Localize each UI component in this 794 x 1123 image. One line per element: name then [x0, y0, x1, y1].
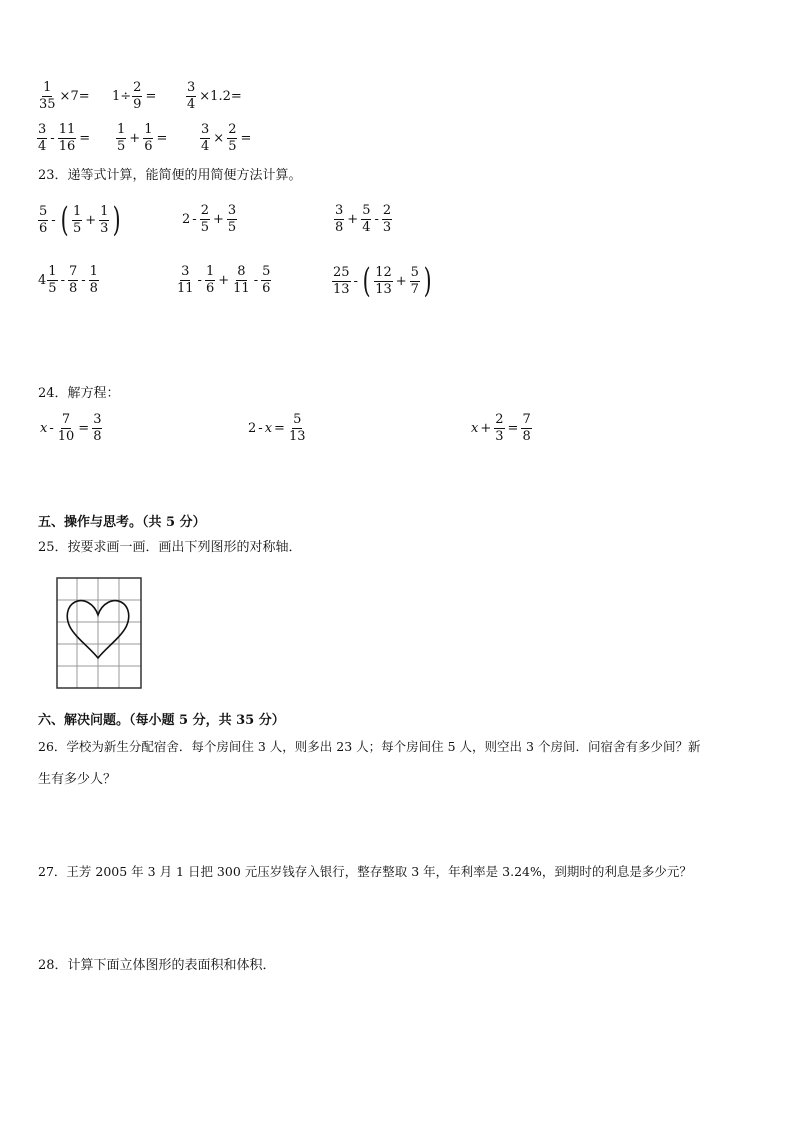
fraction: $\frac{3}{8}$	[93, 412, 102, 444]
section-5-heading: 五、操作与思考。（共 5 分）	[38, 515, 206, 530]
equation-24-2: 2 - x = $\frac{5}{13}$	[248, 412, 306, 444]
fraction: $\frac{1}{3}$	[100, 203, 109, 236]
question-24-title: 24．解方程：	[38, 386, 120, 401]
expr-23-4: 4 1 5 - 7 8 - 1 8	[38, 264, 98, 296]
expr-22-r1c: $\frac{3}{4}$ ×1.2=	[187, 80, 242, 112]
fraction: $\frac{5}{4}$	[362, 203, 371, 235]
expr-22-r2c: $\frac{3}{4}$ × $\frac{2}{5}$ =	[201, 122, 252, 154]
expr-23-1: 5 6 - ( 1 5 + $\frac{1}{3}$ )	[39, 200, 122, 240]
fraction: 3 11	[177, 264, 194, 296]
fraction: $\frac{7}{10}$	[57, 412, 75, 444]
fraction: $\frac{5}{7}$	[410, 264, 419, 297]
fraction: $\frac{1}{6}$	[144, 122, 153, 154]
fraction: 2 5	[200, 203, 209, 235]
fraction: 3 4	[38, 122, 47, 154]
fraction: 1 6	[205, 264, 215, 296]
fraction: $\frac{2}{3}$	[495, 412, 504, 444]
fraction: 1 8	[89, 264, 98, 296]
fraction: 5 6	[262, 264, 271, 296]
fraction: 5 6	[39, 203, 48, 236]
fraction: $\frac{5}{13}$	[288, 412, 306, 444]
fraction: 7 8	[68, 264, 78, 296]
question-28-text: 28．计算下面立体图形的表面积和体积．	[38, 958, 276, 973]
section-6-heading: 六、解决问题。（每小题 5 分，共 35 分）	[38, 713, 285, 728]
question-25-text: 25．按要求画一画．画出下列图形的对称轴．	[38, 540, 302, 555]
fraction: 2 3	[382, 203, 392, 235]
expr-23-2: 2 - 2 5 + $\frac{3}{5}$	[182, 203, 237, 235]
fraction: 1 5	[48, 264, 57, 296]
expr-23-6: 25 13 - ( 12 13 + $\frac{5}{7}$ )	[333, 261, 432, 301]
fraction: $\frac{3}{4}$	[187, 80, 196, 112]
fraction: $\frac{3}{4}$	[201, 122, 210, 154]
heart-grid-figure	[56, 577, 142, 689]
question-26-line-2: 生有多少人？	[38, 772, 117, 787]
fraction: $\frac{2}{5}$	[228, 122, 237, 154]
fraction: 1 5	[72, 203, 82, 236]
expr-22-r1b: 1÷ $\frac{2}{9}$ =	[112, 80, 157, 112]
expr-22-r2a: 3 4 - $\frac{11}{16}$ =	[38, 122, 91, 154]
fraction: $\frac{7}{8}$	[522, 412, 531, 444]
expr-22-r2b: 1 5 + $\frac{1}{6}$ =	[117, 122, 168, 154]
question-26-line-1: 26．学校为新生分配宿舍．每个房间住 3 人，则多出 23 人；每个房间住 5 人，则空出 3 个房间．问宿舍有多少间？新	[38, 739, 701, 754]
fraction: 12 13	[375, 264, 392, 297]
fraction: 3 8	[335, 203, 344, 235]
fraction: $\frac{11}{16}$	[58, 122, 76, 154]
fraction: 25 13	[333, 264, 350, 297]
expr-22-r1a: $\frac{1}{35}$ ×7=	[39, 80, 90, 112]
equation-24-1: x - $\frac{7}{10}$ = $\frac{3}{8}$	[40, 412, 102, 444]
fraction: 1 5	[117, 122, 126, 154]
question-23-title: 23．递等式计算，能简便的用简便方法计算。	[38, 168, 302, 183]
fraction: $\frac{2}{9}$	[133, 80, 142, 112]
fraction: $\frac{8}{11}$	[233, 264, 250, 296]
fraction: $\frac{1}{35}$	[39, 80, 56, 112]
fraction: $\frac{3}{5}$	[227, 203, 237, 235]
expr-23-5: 3 11 - 1 6 + $\frac{8}{11}$ - 5 6	[177, 264, 271, 296]
expr-23-3: 3 8 + $\frac{5}{4}$ - 2 3	[335, 203, 392, 235]
question-27-text: 27．王芳 2005 年 3 月 1 日把 300 元压岁钱存入银行，整存整取 3 年，年利率是 3.24%，到期时的利息是多少元？	[38, 864, 692, 879]
equation-24-3: x + $\frac{2}{3}$ = $\frac{7}{8}$	[471, 412, 531, 444]
